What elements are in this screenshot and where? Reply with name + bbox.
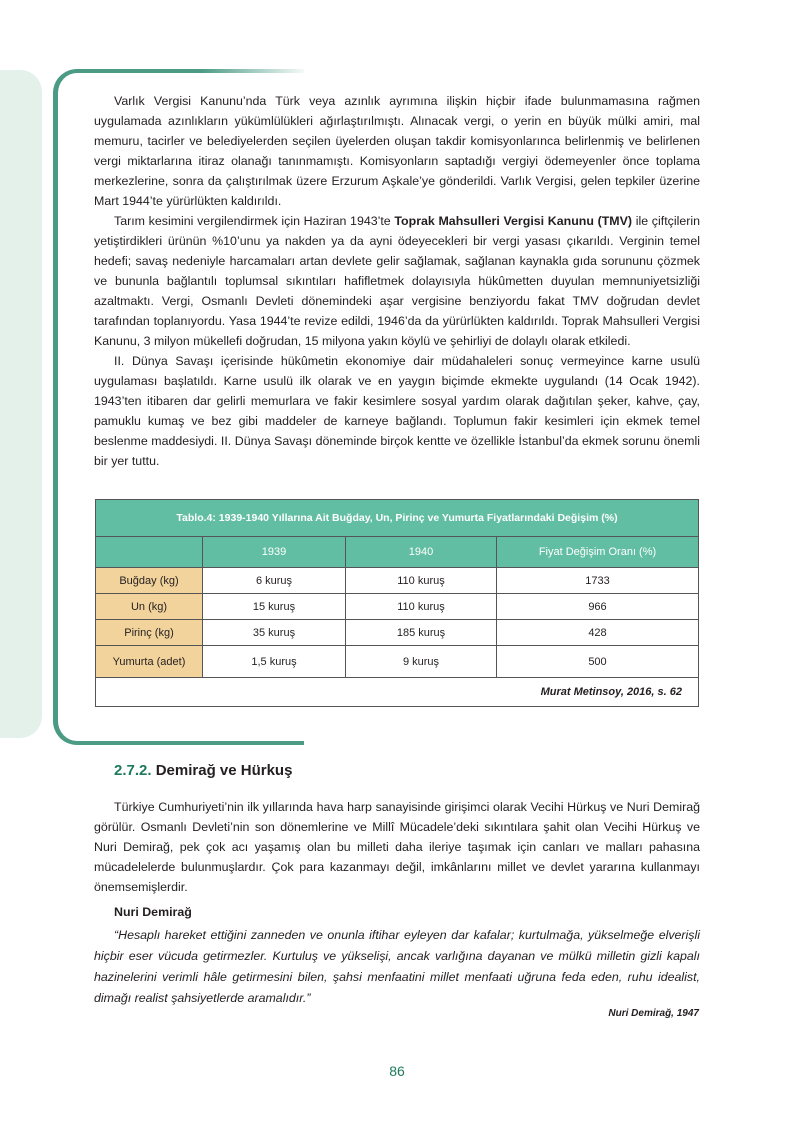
quote-source: Nuri Demirağ, 1947 — [608, 1008, 699, 1019]
paragraph-varlik-vergisi: Varlık Vergisi Kanunu’nda Türk veya azınlık ayrımına ilişkin hiçbir ifade bulunmamasına rağmen uygulamada azınlıkların yükümlülükleri ağırlaştırılmıştı. Alınacak vergi, o yerin en büyük mülki amiri, mal memuru, tacirler ve belediyelerden seçilen üyelerden oluşan takdir komisyonlarınca belirlenmiş ve belirlenen vergi miktarlarına itiraz olanağı tanınmamıştı. Komisyonların saptadığı vergiyi ödemeyenler önce toplama merkezlerine, sonra da çalıştırılmak üzere Erzurum Aşkale’ye gönderildi. Varlık Vergisi, gelen tepkiler üzerine Mart 1944’te yürürlükten kaldırıldı. — [94, 94, 700, 208]
header-cell-1939: 1939 — [203, 537, 346, 568]
paragraph-tmv-bold: Toprak Mahsulleri Vergisi Kanunu (TMV) — [394, 214, 633, 228]
header-cell-1940: 1940 — [346, 537, 497, 568]
quote-heading: Nuri Demirağ — [114, 905, 192, 919]
table-cell: 1733 — [497, 568, 699, 594]
table-cell: 110 kuruş — [346, 568, 497, 594]
paragraph-tmv-start: Tarım kesimini vergilendirmek için Haziran 1943’te — [114, 214, 395, 228]
quote-text: “Hesaplı hareket ettiğini zanneden ve onunla iftihar eyleyen dar kafalar; kurtulmağa, yükselmeğe elverişli hiçbir eser vücuda getirmezler. Kurtuluş ve yükselişi, ancak varlığına dayanan ve mülkü milletin gizli kapalı hazinelerini verimli hâle getirmesini bilen, şahsi menfaatini millet menfaati uğruna feda eden, ruhu idealist, dimağı realist şahsiyetlerde aramalıdır.” — [94, 928, 700, 1005]
table-row — [96, 568, 699, 594]
section-number: 2.7.2. — [114, 762, 152, 779]
price-table — [95, 499, 699, 707]
table-cell: 1,5 kuruş — [203, 646, 346, 678]
header-cell-empty — [96, 537, 203, 568]
paragraph-tmv — [94, 211, 700, 351]
paragraph-demirag-hurkus: Türkiye Cumhuriyeti’nin ilk yıllarında hava harp sanayisinde girişimci olarak Vecihi Hürkuş ve Nuri Demirağ görülür. Osmanlı Devleti’nin son dönemlerine ve Millî Mücadele’deki sıkıntılara şahit olan Vecihi Hürkuş ve Nuri Demirağ, pek çok acı yaşamış olan bu milleti daha ileriye taşımak için canları ve malları pahasına mücadelelerde bulunmuşlardır. Çok para kazanmayı değil, imkânlarını millet ve devlet yararına kullanmayı önemsemişlerdir. — [94, 800, 700, 894]
section-title: Demirağ ve Hürkuş — [155, 762, 293, 779]
table-row — [96, 594, 699, 620]
section-text — [94, 797, 700, 897]
table-cell: 6 kuruş — [203, 568, 346, 594]
table-row — [96, 620, 699, 646]
page-number: 86 — [389, 1063, 405, 1079]
table-source: Murat Metinsoy, 2016, s. 62 — [96, 678, 699, 707]
table-cell: 35 kuruş — [203, 620, 346, 646]
table-cell: 500 — [497, 646, 699, 678]
intro-text — [94, 91, 700, 471]
side-decoration-band — [0, 70, 42, 738]
row-label: Yumurta (adet) — [96, 646, 203, 678]
row-label: Buğday (kg) — [96, 568, 203, 594]
section-heading — [114, 762, 292, 779]
table-row — [96, 646, 699, 678]
table-cell: 15 kuruş — [203, 594, 346, 620]
row-label: Pirinç (kg) — [96, 620, 203, 646]
table-cell: 9 kuruş — [346, 646, 497, 678]
frame-fade-bottom — [200, 733, 310, 737]
table-title: Tablo.4: 1939-1940 Yıllarına Ait Buğday, Un, Pirinç ve Yumurta Fiyatlarındaki Değişim (%) — [96, 500, 699, 537]
row-label: Un (kg) — [96, 594, 203, 620]
paragraph-tmv-end: ile çiftçilerin yetiştirdikleri ürünün %10’unu ya nakden ya da ayni ödeyecekleri bir vergi yasası çıkarıldı. Verginin temel hedefi; savaş nedeniyle harcamaları artan devlete gelir sağlamak, sağlanan kaynakla gıda sorununu çözmek ve bununla bağlantılı toplumsal sıkıntıları hafifletmek dolayısıyla hükûmetten duyulan memnuniyetsizliği azaltmaktı. Vergi, Osmanlı Devleti dönemindeki aşar vergisine benziyordu fakat TMV doğrudan devlet tarafından toplanıyordu. Yasa 1944’te revize edildi, 1946’da da yürürlükten kaldırıldı. Toprak Mahsulleri Vergisi Kanunu, 3 milyon mükellefi doğrudan, 15 milyona yakın köylü ve şehirliyi de dolaylı olarak etkiledi. — [94, 214, 700, 348]
table-cell: 966 — [497, 594, 699, 620]
table-cell: 110 kuruş — [346, 594, 497, 620]
frame-fade-top — [200, 69, 310, 73]
paragraph-karne: II. Dünya Savaşı içerisinde hükûmetin ekonomiye dair müdahaleleri sonuç vermeyince karne usulü uygulaması başlatıldı. Karne usulü ilk olarak ve en yaygın biçimde ekmekte uygulandı (14 Ocak 1942). 1943’ten itibaren dar gelirli memurlara ve fakir kesimlere sosyal yardım olarak dağıtılan şeker, kahve, çay, pamuklu kumaş ve bez gibi maddeler de karneye bağlandı. Toplumun fakir kesimleri için ekmek temel beslenme maddesiydi. II. Dünya Savaşı döneminde birçok kentte ve özellikle İstanbul’da ekmek sorunu önemli bir yer tuttu. — [94, 354, 700, 468]
table-cell: 428 — [497, 620, 699, 646]
header-cell-change: Fiyat Değişim Oranı (%) — [497, 537, 699, 568]
table-cell: 185 kuruş — [346, 620, 497, 646]
table-header-row — [96, 537, 699, 568]
